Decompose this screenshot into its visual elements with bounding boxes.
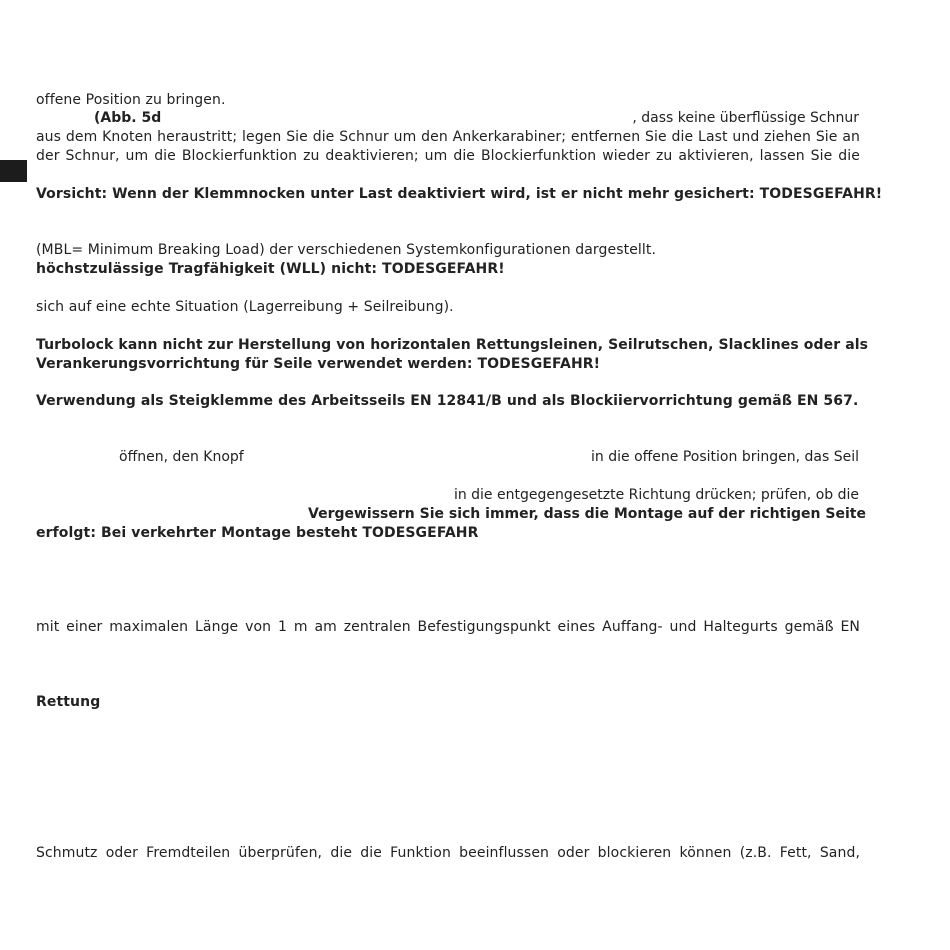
text-line: offene Position zu bringen.	[36, 92, 226, 108]
warning-line: Verwendung als Steigklemme des Arbeitsseils EN 12841/B und als Blockiiervorrichtung gemäß EN 567.	[36, 393, 859, 409]
text-line: mit einer maximalen Länge von 1 m am zentralen Befestigungspunkt eines Auffang- und Haltegurts gemäß EN	[36, 619, 860, 635]
text-line: (MBL= Minimum Breaking Load) der verschiedenen Systemkonfigurationen dargestellt.	[36, 242, 657, 258]
text-fragment: in die entgegengesetzte Richtung drücken; prüfen, ob die	[453, 487, 859, 503]
section-heading: Rettung	[36, 694, 101, 710]
text-line: Schmutz oder Fremdteilen überprüfen, die die Funktion beeinflussen oder blockieren können (z.B. Fett, Sand,	[36, 845, 860, 861]
text-line: aus dem Knoten heraustritt; legen Sie die Schnur um den Ankerkarabiner; entfernen Sie die Last und ziehen Sie an	[36, 129, 860, 145]
text-line: der Schnur, um die Blockierfunktion zu deaktivieren; um die Blockierfunktion wieder zu aktivieren, lassen Sie die	[36, 148, 860, 164]
warning-line: Vorsicht: Wenn der Klemmnocken unter Last deaktiviert wird, ist er nicht mehr gesichert: TODESGEFAHR!	[36, 186, 883, 202]
text-fragment: in die offene Position bringen, das Seil	[591, 449, 859, 465]
warning-line: höchstzulässige Tragfähigkeit (WLL) nicht: TODESGEFAHR!	[36, 261, 505, 277]
warning-line: erfolgt: Bei verkehrter Montage besteht TODESGEFAHR	[36, 525, 479, 541]
warning-line: Verankerungsvorrichtung für Seile verwendet werden: TODESGEFAHR!	[36, 356, 601, 372]
page-edge-marker	[0, 160, 27, 182]
figure-reference: (Abb. 5d	[94, 110, 162, 126]
warning-line: Vergewissern Sie sich immer, dass die Montage auf der richtigen Seite	[308, 506, 866, 522]
text-line: sich auf eine echte Situation (Lagerreibung + Seilreibung).	[36, 299, 454, 315]
warning-line: Turbolock kann nicht zur Herstellung von horizontalen Rettungsleinen, Seilrutschen, Slacklines oder als	[36, 337, 869, 353]
text-fragment: , dass keine überflüssige Schnur	[632, 110, 859, 126]
text-fragment: öffnen, den Knopf	[119, 449, 244, 465]
